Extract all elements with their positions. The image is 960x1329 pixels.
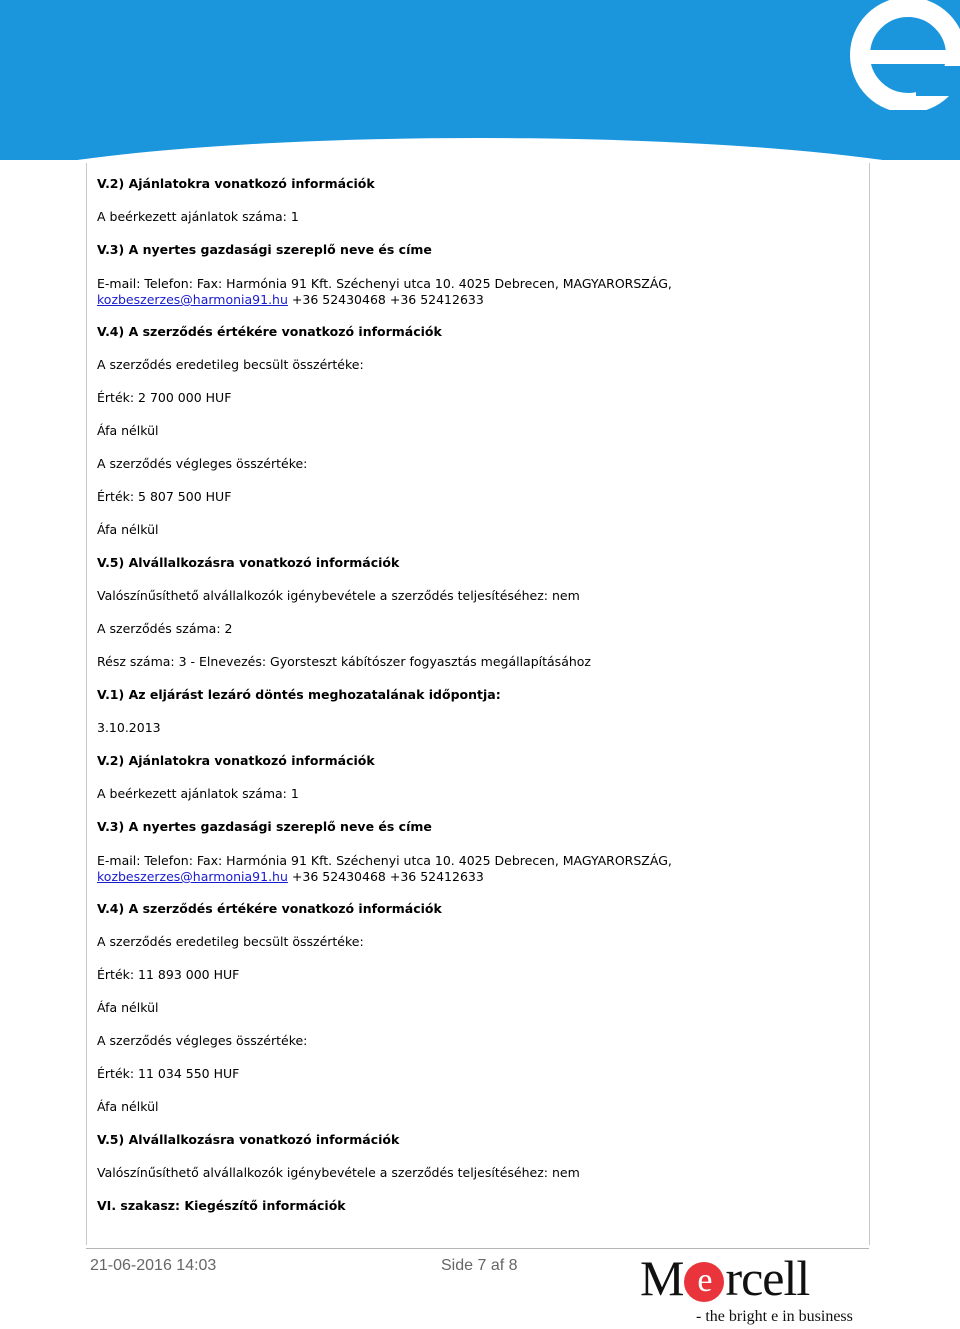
text-line: A szerződés száma: 2	[97, 621, 233, 636]
value-line: Érték: 11 893 000 HUF	[97, 967, 240, 982]
header-banner	[0, 0, 960, 160]
value-line: Érték: 2 700 000 HUF	[97, 390, 232, 405]
text-line: Áfa nélkül	[97, 423, 159, 438]
text-line: A szerződés eredetileg becsült összértéke:	[97, 357, 364, 372]
section-heading: V.2) Ajánlatokra vonatkozó információk	[97, 753, 375, 768]
section-heading: VI. szakasz: Kiegészítő információk	[97, 1198, 346, 1213]
text-line: A szerződés végleges összértéke:	[97, 1033, 308, 1048]
section-heading: V.5) Alvállalkozásra vonatkozó információk	[97, 1132, 400, 1147]
section-heading: V.3) A nyertes gazdasági szereplő neve és címe	[97, 242, 432, 257]
section-heading: V.5) Alvállalkozásra vonatkozó információk	[97, 555, 400, 570]
brand-wordmark	[640, 1250, 809, 1306]
footer-date: 21-06-2016 14:03	[90, 1257, 217, 1274]
text-line: Valószínűsíthető alvállalkozók igénybevétele a szerződés teljesítéséhez: nem	[97, 588, 580, 603]
brand-letters: rcell	[725, 1250, 810, 1306]
section-heading: V.4) A szerződés értékére vonatkozó információk	[97, 324, 442, 339]
contact-phones: +36 52430468 +36 52412633	[291, 292, 484, 307]
value-line: Érték: 5 807 500 HUF	[97, 489, 232, 504]
footer-divider	[86, 1248, 869, 1249]
text-line: Áfa nélkül	[97, 522, 159, 537]
contact-line	[97, 276, 857, 308]
text-line: Rész száma: 3 - Elnevezés: Gyorsteszt kábítószer fogyasztás megállapításához	[97, 654, 591, 669]
text-line: A beérkezett ajánlatok száma: 1	[97, 209, 299, 224]
date-value: 3.10.2013	[97, 720, 161, 735]
text-line: Áfa nélkül	[97, 1099, 159, 1114]
section-heading: V.2) Ajánlatokra vonatkozó információk	[97, 176, 375, 191]
brand-letter-m: M	[640, 1250, 684, 1306]
value-line: Érték: 11 034 550 HUF	[97, 1066, 240, 1081]
section-heading: V.3) A nyertes gazdasági szereplő neve és címe	[97, 819, 432, 834]
e-logo-icon	[820, 0, 960, 110]
contact-prefix: E-mail: Telefon: Fax: Harmónia 91 Kft. Széchenyi utca 10. 4025 Debrecen, MAGYARORSZÁG,	[97, 276, 672, 291]
header-wave	[0, 138, 960, 160]
contact-line	[97, 853, 857, 885]
text-line: A beérkezett ajánlatok száma: 1	[97, 786, 299, 801]
email-link[interactable]: kozbeszerzes@harmonia91.hu	[97, 292, 288, 307]
marcell-logo	[640, 1250, 870, 1328]
section-heading: V.1) Az eljárást lezáró döntés meghozatalának időpontja:	[97, 687, 501, 702]
text-line: A szerződés eredetileg becsült összértéke:	[97, 934, 364, 949]
email-link[interactable]: kozbeszerzes@harmonia91.hu	[97, 869, 288, 884]
text-line: Áfa nélkül	[97, 1000, 159, 1015]
section-heading: V.4) A szerződés értékére vonatkozó információk	[97, 901, 442, 916]
brand-e-icon: e	[684, 1262, 724, 1302]
text-line: Valószínűsíthető alvállalkozók igénybevétele a szerződés teljesítéséhez: nem	[97, 1165, 580, 1180]
brand-tagline: - the bright e in business	[696, 1308, 853, 1325]
text-line: A szerződés végleges összértéke:	[97, 456, 308, 471]
contact-prefix: E-mail: Telefon: Fax: Harmónia 91 Kft. Széchenyi utca 10. 4025 Debrecen, MAGYARORSZÁG,	[97, 853, 672, 868]
contact-phones: +36 52430468 +36 52412633	[291, 869, 484, 884]
page-number: Side 7 af 8	[441, 1257, 518, 1274]
